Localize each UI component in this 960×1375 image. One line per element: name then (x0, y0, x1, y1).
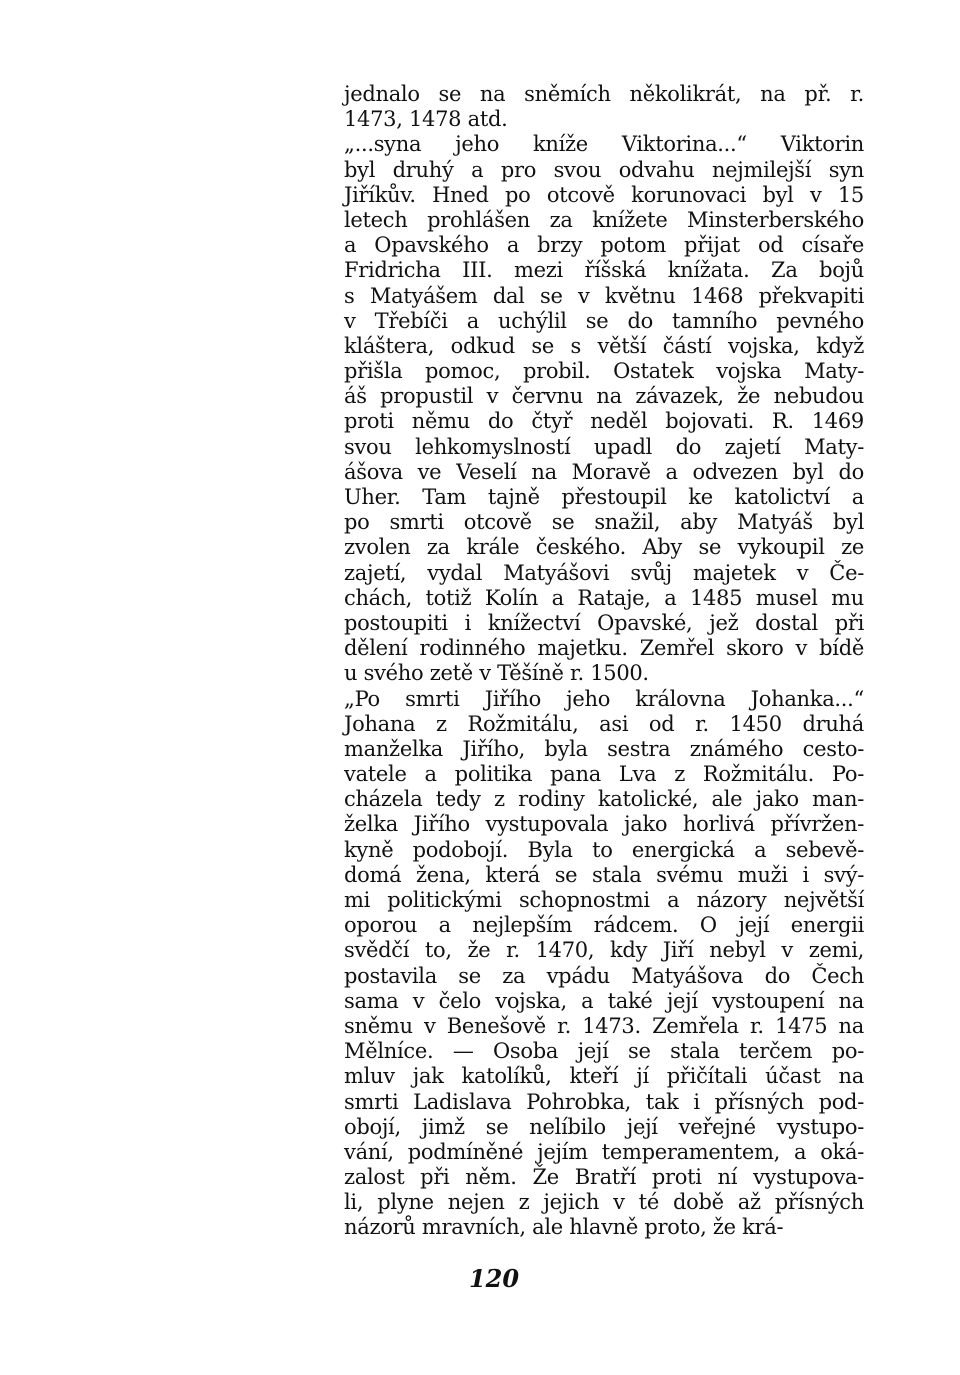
text-line: Jiříkův. Hned po otcově korunovaci byl v 15 (344, 182, 864, 207)
text-line: 1473, 1478 atd. (344, 107, 508, 132)
text-line: manželka Jiřího, byla sestra známého cesto- (344, 736, 864, 761)
text-line: kláštera, odkud se s větší částí vojska, když (344, 333, 864, 358)
text-line: vání, podmíněné jejím temperamentem, a oká- (344, 1139, 864, 1164)
text-line: vatele a politika pana Lva z Rožmitálu. Po- (344, 762, 864, 787)
text-line: u svého zetě v Těšíně r. 1500. (344, 661, 649, 686)
text-line: letech prohlášen za knížete Minsterberského (344, 207, 864, 232)
text-line: byl druhý a pro svou odvahu nejmilejší syn (344, 157, 864, 182)
text-line: „...syna jeho kníže Viktorina...“ Viktorin (344, 132, 864, 157)
text-line: postavila se za vpádu Matyášova do Čech (344, 963, 864, 988)
text-line: kyně podobojí. Byla to energická a sebevě- (344, 837, 864, 862)
text-line: svědčí to, že r. 1470, kdy Jiří nebyl v zemi, (344, 938, 864, 963)
text-line: Fridricha III. mezi říšská knížata. Za bojů (344, 258, 864, 283)
text-line: svou lehkomyslností upadl do zajetí Maty- (344, 434, 864, 459)
text-line: mluv jak katolíků, kteří jí přičítali účast na (344, 1064, 864, 1089)
text-line: sněmu v Benešově r. 1473. Zemřela r. 1475 na (344, 1013, 864, 1038)
text-line: přišla pomoc, probil. Ostatek vojska Maty- (344, 359, 864, 384)
text-line: názorů mravních, ale hlavně proto, že krá- (344, 1215, 784, 1240)
text-line: áš propustil v červnu na závazek, že nebudou (344, 384, 864, 409)
text-line: smrti Ladislava Pohrobka, tak i přísných pod- (344, 1089, 864, 1114)
text-line: chách, totiž Kolín a Rataje, a 1485 musel mu (344, 585, 864, 610)
page-number: 120 (468, 1264, 520, 1293)
text-line: zajetí, vydal Matyášovi svůj majetek v Če- (344, 560, 864, 585)
text-line: cházela tedy z rodiny katolické, ale jako man- (344, 787, 864, 812)
text-line: domá žena, která se stala svému muži i svý- (344, 862, 864, 887)
text-line: zvolen za krále českého. Aby se vykoupil ze (344, 535, 864, 560)
text-line: ášova ve Veselí na Moravě a odvezen byl do (344, 459, 864, 484)
text-line: želka Jiřího vystupovala jako horlivá přívržen- (344, 812, 864, 837)
text-line: sama v čelo vojska, a také její vystoupení na (344, 988, 864, 1013)
text-line: proti němu do čtyř neděl bojovati. R. 1469 (344, 409, 864, 434)
text-line: oporou a nejlepším rádcem. O její energii (344, 913, 864, 938)
text-line: Johana z Rožmitálu, asi od r. 1450 druhá (344, 711, 864, 736)
text-line: mi politickými schopnostmi a názory největší (344, 888, 864, 912)
text-line: Uher. Tam tajně přestoupil ke katolictví a (344, 485, 864, 509)
text-line: v Třebíči a uchýlil se do tamního pevného (344, 308, 864, 333)
text-line: li, plyne nejen z jejich v té době až přísných (344, 1190, 864, 1215)
text-line: dělení rodinného majetku. Zemřel skoro v bídě (344, 636, 864, 661)
text-line: s Matyášem dal se v květnu 1468 překvapiti (344, 283, 864, 308)
text-line: po smrti otcově se snažil, aby Matyáš byl (344, 510, 864, 535)
body-text (344, 82, 864, 1241)
text-line: „Po smrti Jiřího jeho královna Johanka...“ (344, 686, 864, 711)
text-line: postoupiti i knížectví Opavské, jež dostal při (344, 610, 864, 635)
text-line: obojí, jimž se nelíbilo její veřejné vystupo- (344, 1114, 864, 1139)
text-line: a Opavského a brzy potom přijat od císaře (344, 233, 864, 258)
text-line: zalost při něm. Že Bratří proti ní vystupova- (344, 1165, 864, 1190)
text-line: jednalo se na sněmích několikrát, na př. r. (344, 82, 864, 106)
text-line: Mělníce. — Osoba její se stala terčem po- (344, 1039, 864, 1064)
